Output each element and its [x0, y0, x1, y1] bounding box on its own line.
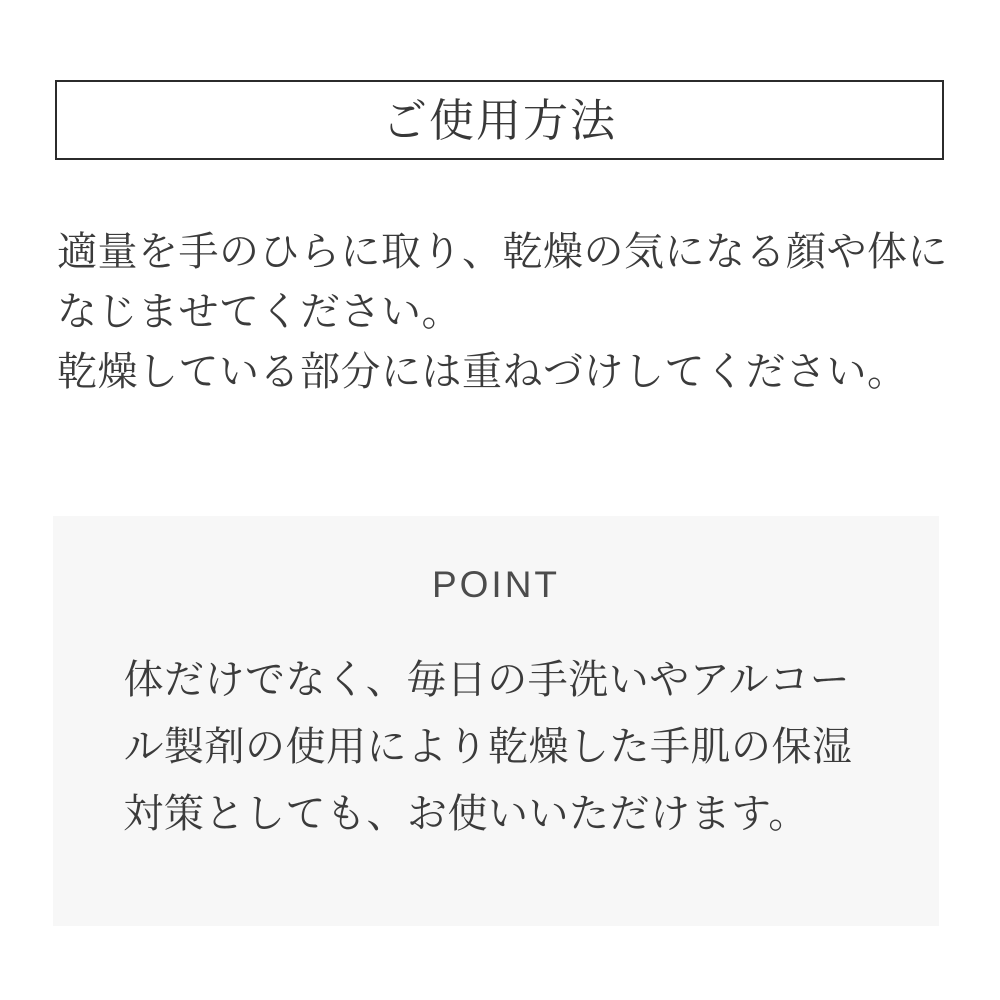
usage-line-1: 適量を手のひらに取り、乾燥の気になる顔や体に: [57, 230, 948, 274]
point-heading: POINT: [431, 564, 561, 605]
point-line-2: ル製剤の使用により乾燥した手肌の保湿: [123, 725, 853, 769]
usage-title: ご使用方法: [381, 94, 617, 146]
point-line-1: 体だけでなく、毎日の手洗いやアルコー: [123, 658, 851, 702]
usage-title-box: [55, 80, 944, 160]
usage-line-3: 乾燥している部分には重ねづけしてください。: [57, 350, 908, 394]
usage-instructions-text: [57, 222, 952, 402]
point-line-3: 対策としても、お使いいただけます。: [123, 792, 809, 836]
point-body-text: [124, 647, 869, 848]
point-callout-box: [53, 516, 939, 926]
usage-line-2: なじませてください。: [57, 290, 462, 334]
